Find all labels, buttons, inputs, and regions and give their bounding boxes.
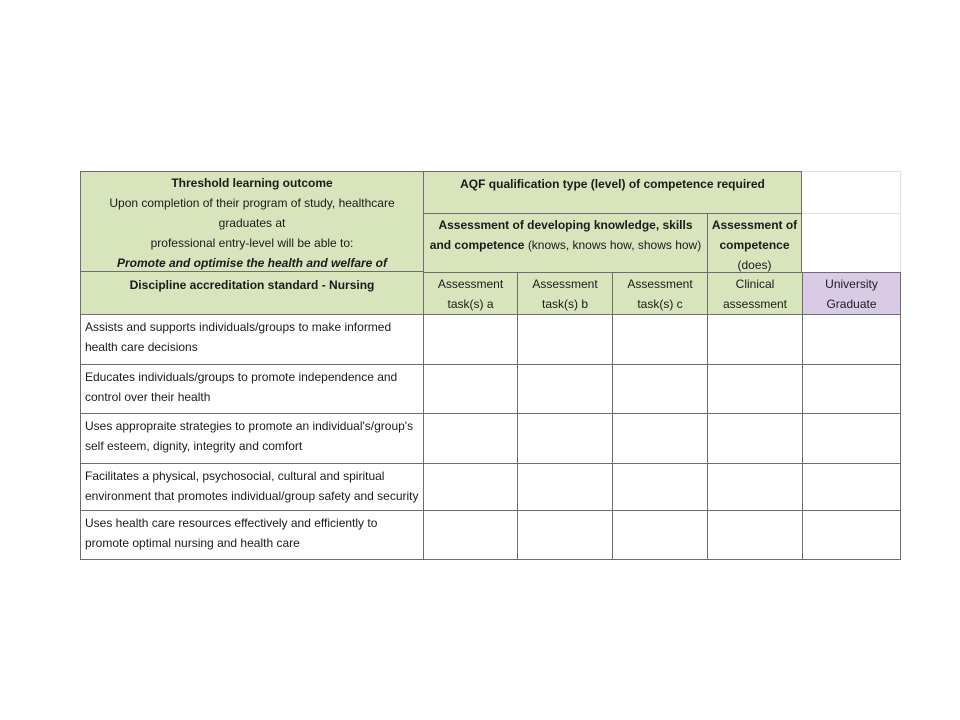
table-row[interactable] — [80, 464, 423, 511]
table-row[interactable] — [80, 414, 423, 464]
developing-subtext: (knows, knows how, shows how) — [527, 238, 702, 252]
table-cell[interactable] — [517, 464, 612, 511]
table-cell[interactable] — [517, 414, 612, 464]
aqf-heading: AQF qualification type (level) of competence required — [460, 177, 765, 191]
table-cell[interactable] — [707, 365, 802, 414]
column-header-graduate-attribute[interactable] — [802, 272, 901, 315]
table-cell[interactable] — [802, 365, 901, 414]
table-cell[interactable] — [612, 511, 707, 560]
column-header-a-label: Assessment task(s) a — [437, 277, 504, 311]
developing-assessment-cell[interactable] — [423, 213, 707, 272]
table-row[interactable] — [80, 315, 423, 365]
column-header-b[interactable] — [517, 272, 612, 315]
discipline-heading: Discipline accreditation standard - Nursing — [129, 278, 375, 292]
column-header-c[interactable] — [612, 272, 707, 315]
table-cell[interactable] — [802, 414, 901, 464]
competence-subtext: (does) — [737, 258, 772, 272]
column-header-a[interactable] — [423, 272, 517, 315]
threshold-emphasis: Promote and optimise the health and welfare of — [116, 256, 388, 270]
aqf-heading-cell[interactable] — [423, 171, 802, 213]
competence-assessment-cell[interactable] — [707, 213, 802, 272]
threshold-line-1: Upon completion of their program of study, healthcare graduates at — [109, 196, 395, 230]
table-cell[interactable] — [707, 464, 802, 511]
threshold-line-2: professional entry-level will be able to: — [150, 236, 354, 250]
row-standard-text: Educates individuals/groups to promote independence and control over their health — [85, 370, 398, 404]
table-cell[interactable] — [802, 464, 901, 511]
table-cell[interactable] — [612, 365, 707, 414]
row-standard-text: Assists and supports individuals/groups to make informed health care decisions — [85, 320, 392, 354]
threshold-outcome-cell[interactable] — [80, 171, 423, 272]
empty-cell-top-right[interactable] — [802, 171, 901, 213]
table-cell[interactable] — [707, 414, 802, 464]
table-cell[interactable] — [612, 414, 707, 464]
column-header-d-label: Clinical assessment — [722, 277, 788, 311]
developing-heading: Assessment of developing knowledge, skills and competence — [429, 218, 693, 252]
table-cell[interactable] — [612, 315, 707, 365]
table-cell[interactable] — [423, 315, 517, 365]
table-cell[interactable] — [707, 315, 802, 365]
competence-heading: Assessment of competence — [711, 218, 798, 252]
table-cell[interactable] — [423, 464, 517, 511]
empty-cell-right[interactable] — [802, 213, 901, 272]
table-cell[interactable] — [612, 464, 707, 511]
row-standard-text: Facilitates a physical, psychosocial, cultural and spiritual environment that promotes individual/group safety and security — [85, 469, 419, 503]
spreadsheet-table — [80, 171, 901, 560]
column-header-c-label: Assessment task(s) c — [627, 277, 693, 311]
threshold-heading: Threshold learning outcome — [171, 176, 333, 190]
table-cell[interactable] — [423, 414, 517, 464]
table-cell[interactable] — [517, 365, 612, 414]
discipline-heading-cell[interactable] — [80, 272, 423, 315]
table-cell[interactable] — [517, 511, 612, 560]
column-header-d[interactable] — [707, 272, 802, 315]
table-cell[interactable] — [802, 315, 901, 365]
column-header-graduate-attribute-label: University Graduate — [825, 277, 878, 311]
table-row[interactable] — [80, 365, 423, 414]
table-row[interactable] — [80, 511, 423, 560]
column-header-b-label: Assessment task(s) b — [532, 277, 598, 311]
table-cell[interactable] — [423, 365, 517, 414]
row-standard-text: Uses appropraite strategies to promote an individual's/group's self esteem, dignity, integrity and comfort — [85, 419, 414, 453]
table-cell[interactable] — [517, 315, 612, 365]
table-cell[interactable] — [802, 511, 901, 560]
table-cell[interactable] — [423, 511, 517, 560]
row-standard-text: Uses health care resources effectively and efficiently to promote optimal nursing and health care — [85, 516, 378, 550]
table-cell[interactable] — [707, 511, 802, 560]
